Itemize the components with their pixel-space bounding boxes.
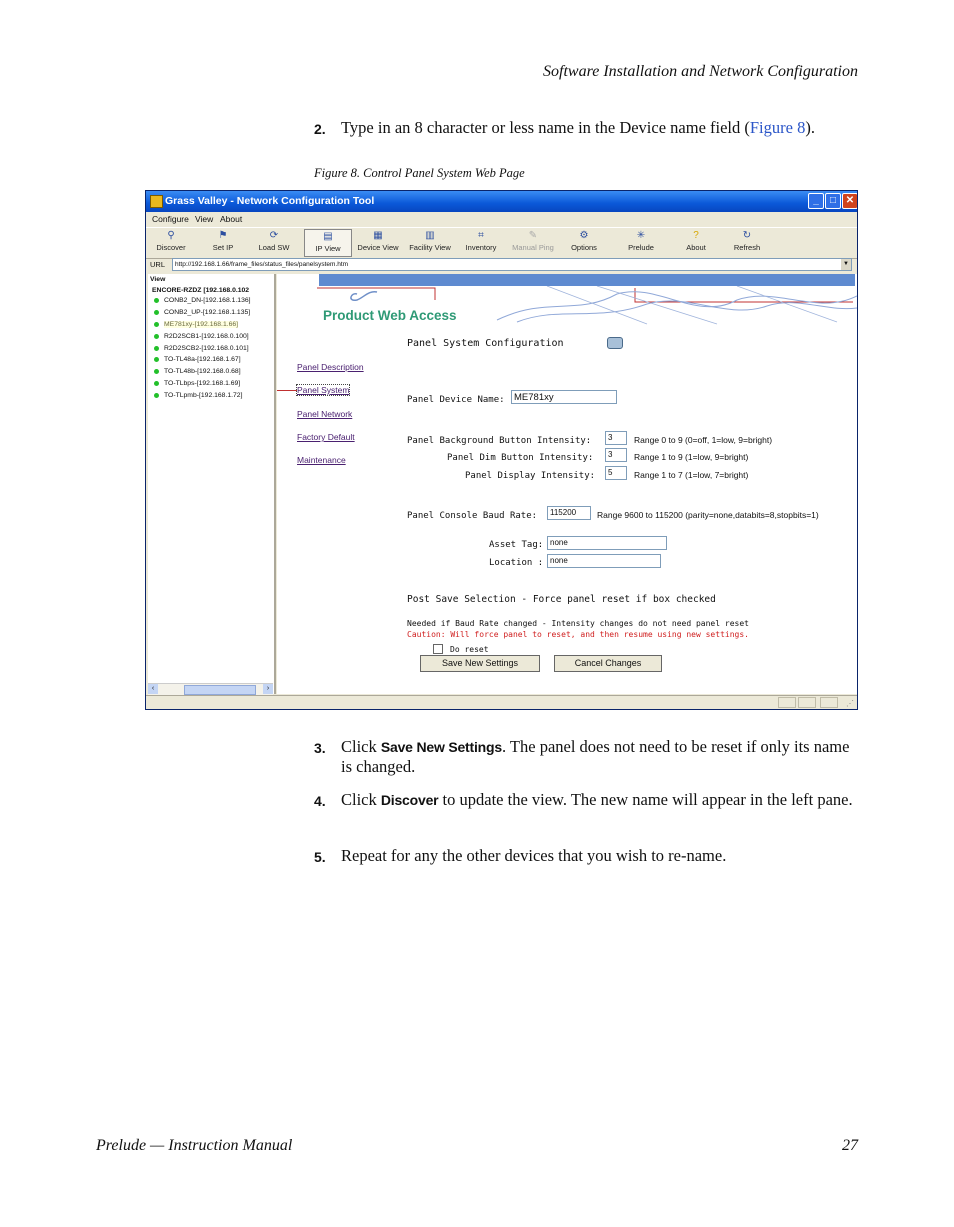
status-cell: [798, 697, 816, 708]
nav-marker: [277, 390, 297, 391]
do-reset-label: Do reset: [450, 645, 489, 654]
menu-view[interactable]: View: [195, 214, 214, 224]
toolbar-label: Prelude: [628, 243, 654, 252]
tree-scrollbar[interactable]: [148, 683, 273, 695]
tree-node[interactable]: [154, 297, 251, 304]
brand-title: Product Web Access: [323, 308, 457, 323]
tree-node[interactable]: [154, 345, 249, 352]
close-icon[interactable]: ✕: [842, 193, 858, 209]
step-text: Repeat for any the other devices that you wish to re-name.: [341, 846, 727, 865]
facility-view-icon: ▥: [425, 230, 435, 241]
menu-bar: [146, 212, 857, 227]
set-ip-icon: ⚑: [218, 230, 228, 241]
node-label: R2D2SCB1-[192.168.0.100]: [164, 333, 249, 340]
step-number: 5.: [314, 849, 326, 865]
nav-maintenance[interactable]: Maintenance: [297, 455, 346, 465]
device-view-button[interactable]: [354, 229, 402, 257]
tree-node-selected[interactable]: [154, 321, 238, 328]
url-bar: [146, 258, 857, 272]
tree-node[interactable]: [154, 356, 241, 363]
dim-intensity-value: 3: [608, 450, 613, 459]
save-new-settings-button[interactable]: Save New Settings: [420, 655, 540, 672]
url-text: http://192.168.1.66/frame_files/status_files/panelsystem.htm: [175, 261, 349, 268]
location-label: Location :: [489, 558, 544, 568]
step-5: [314, 846, 860, 866]
window-title: Grass Valley - Network Configuration Tool: [165, 195, 375, 207]
ip-view-button[interactable]: [304, 229, 352, 257]
load-sw-button[interactable]: [253, 229, 295, 257]
refresh-button[interactable]: [724, 229, 770, 257]
asset-tag-label: Asset Tag:: [489, 540, 544, 550]
nav-panel-description[interactable]: Panel Description: [297, 362, 364, 372]
resize-grip-icon[interactable]: ⋰: [846, 699, 854, 708]
location-field[interactable]: [547, 554, 661, 568]
url-label: URL: [150, 260, 166, 269]
ping-icon: ✎: [528, 230, 538, 241]
status-dot-icon: [154, 346, 159, 351]
bg-intensity-value: 3: [608, 433, 613, 442]
tree-node[interactable]: [154, 380, 240, 387]
step-text-end: . The panel does not need to be reset if only its name is changed.: [341, 737, 850, 776]
figure-caption: Figure 8. Control Panel System Web Page: [314, 166, 525, 180]
about-icon: ?: [693, 230, 699, 241]
nav-panel-system[interactable]: Panel System: [297, 385, 350, 395]
device-name-value: ME781xy: [514, 392, 554, 403]
needed-note: Needed if Baud Rate changed - Intensity changes do not need panel reset: [407, 619, 749, 628]
header-banner: [319, 274, 855, 286]
device-view-icon: ▦: [373, 230, 383, 241]
status-dot-icon: [154, 310, 159, 315]
figure-link[interactable]: Figure 8: [749, 118, 806, 137]
status-dot-icon: [154, 298, 159, 303]
ui-term: Discover: [380, 792, 439, 808]
app-icon: [150, 195, 163, 208]
step-text: Type in an 8 character or less name in the Device name field (: [341, 118, 750, 137]
toolbar-label: Set IP: [212, 243, 234, 252]
tree-node[interactable]: [154, 368, 241, 375]
display-intensity-field[interactable]: [605, 466, 627, 480]
toolbar-label: Inventory: [465, 243, 497, 252]
bg-intensity-field[interactable]: [605, 431, 627, 445]
web-content: [277, 274, 857, 694]
load-sw-icon: ⟳: [269, 230, 279, 241]
url-field[interactable]: [172, 258, 852, 271]
toolbar-label: Manual Ping: [512, 243, 554, 252]
node-label: TO-TLbps-[192.168.1.69]: [164, 380, 241, 387]
device-name-field[interactable]: [511, 390, 617, 404]
running-head: Software Installation and Network Configuration: [543, 63, 858, 80]
discover-button[interactable]: [150, 229, 192, 257]
prelude-button[interactable]: [617, 229, 665, 257]
do-reset-checkbox[interactable]: [433, 644, 443, 654]
node-label: TO-TL48a-[192.168.1.67]: [164, 356, 241, 363]
step-number: 4.: [314, 793, 326, 809]
title-bar: [146, 191, 857, 212]
node-label: TO-TLpmb-[192.168.1.72]: [164, 392, 243, 399]
refresh-icon[interactable]: [607, 337, 623, 349]
toolbar-label: Device View: [357, 243, 399, 252]
tree-node[interactable]: [154, 392, 242, 399]
dim-range-text: Range 1 to 9 (1=low, 9=bright): [634, 452, 749, 462]
device-name-label: Panel Device Name:: [407, 395, 505, 405]
tree-node[interactable]: [154, 309, 250, 316]
toolbar: [146, 227, 857, 259]
baud-range-text: Range 9600 to 115200 (parity=none,databits=8,stopbits=1): [597, 510, 819, 520]
toolbar-label: Discover: [156, 243, 186, 252]
options-icon: ⚙: [579, 230, 589, 241]
toolbar-label: IP View: [315, 244, 341, 253]
scroll-left-icon[interactable]: ‹: [148, 684, 158, 694]
status-dot-icon: [154, 357, 159, 362]
options-button[interactable]: [562, 229, 606, 257]
dim-intensity-field[interactable]: [605, 448, 627, 462]
tree-root[interactable]: ENCORE-RZDZ [192.168.0.102: [152, 287, 250, 294]
tree-header: View: [150, 276, 166, 283]
bg-intensity-label: Panel Background Button Intensity:: [407, 436, 592, 446]
app-window: [145, 190, 858, 710]
menu-configure[interactable]: Configure: [152, 214, 189, 224]
post-save-heading: Post Save Selection - Force panel reset if box checked: [407, 594, 716, 605]
refresh-icon: ↻: [742, 230, 752, 241]
prelude-icon: ✳: [636, 230, 646, 241]
manual-ping-button[interactable]: [508, 229, 558, 257]
step-number: 3.: [314, 740, 326, 756]
toolbar-label: Facility View: [409, 243, 451, 252]
step-4: [314, 790, 860, 810]
status-dot-icon: [154, 334, 159, 339]
node-label: R2D2SCB2-[192.168.0.101]: [164, 345, 249, 352]
scroll-right-icon[interactable]: ›: [263, 684, 273, 694]
cancel-changes-button[interactable]: Cancel Changes: [554, 655, 662, 672]
inventory-button[interactable]: [458, 229, 504, 257]
asset-tag-value: none: [550, 538, 568, 547]
baud-rate-field[interactable]: [547, 506, 591, 520]
section-heading: Panel System Configuration: [407, 338, 564, 349]
menu-about[interactable]: About: [220, 214, 243, 224]
node-label: ME781xy-[192.168.1.66]: [164, 321, 239, 328]
toolbar-label: Refresh: [733, 243, 761, 252]
scroll-thumb[interactable]: [184, 685, 256, 695]
toolbar-label: About: [686, 243, 706, 252]
page-number: 27: [842, 1137, 858, 1154]
set-ip-button[interactable]: [202, 229, 244, 257]
node-label: TO-TL48b-[192.168.0.68]: [164, 368, 241, 375]
step-text-end: to update the view. The new name will appear in the left pane.: [438, 790, 853, 809]
location-value: none: [550, 556, 568, 565]
status-dot-icon: [154, 393, 159, 398]
magnifier-icon: ⚲: [167, 230, 175, 241]
baud-rate-value: 115200: [550, 508, 577, 517]
footer-title: Prelude — Instruction Manual: [96, 1137, 293, 1154]
toolbar-label: Load SW: [258, 243, 290, 252]
step-number: 2.: [314, 121, 326, 137]
asset-tag-field[interactable]: [547, 536, 667, 550]
status-dot-icon: [154, 369, 159, 374]
node-label: CONB2_UP-[192.168.1.135]: [164, 309, 251, 316]
bg-range-text: Range 0 to 9 (0=off, 1=low, 9=bright): [634, 435, 773, 445]
nav-factory-default[interactable]: Factory Default: [297, 432, 355, 442]
display-range-text: Range 1 to 7 (1=low, 7=bright): [634, 470, 749, 480]
step-text: Click: [341, 790, 381, 809]
step-2: [314, 118, 860, 138]
display-intensity-value: 5: [608, 468, 613, 477]
dropdown-arrow-icon[interactable]: ▼: [841, 259, 851, 270]
nav-panel-network[interactable]: Panel Network: [297, 409, 353, 419]
status-bar: [146, 695, 857, 710]
status-dot-icon: [154, 381, 159, 386]
minimize-icon[interactable]: _: [808, 193, 824, 209]
ui-term: Save New Settings: [380, 739, 502, 755]
facility-view-button[interactable]: [406, 229, 454, 257]
inventory-icon: ⌗: [478, 230, 484, 241]
node-label: CONB2_DN-[192.168.1.136]: [164, 297, 251, 304]
baud-rate-label: Panel Console Baud Rate:: [407, 511, 538, 521]
display-intensity-label: Panel Display Intensity:: [465, 471, 596, 481]
tree-node[interactable]: [154, 333, 249, 340]
step-text-end: ).: [805, 118, 815, 137]
ip-view-icon: ▤: [323, 231, 333, 242]
about-button[interactable]: [674, 229, 718, 257]
step-3: [314, 737, 860, 777]
status-dot-icon: [154, 322, 159, 327]
status-cell: [820, 697, 838, 708]
status-cell: [778, 697, 796, 708]
step-text: Click: [341, 737, 381, 756]
maximize-icon[interactable]: □: [825, 193, 841, 209]
device-tree: [148, 274, 276, 694]
toolbar-label: Options: [571, 243, 597, 252]
dim-intensity-label: Panel Dim Button Intensity:: [447, 453, 594, 463]
caution-note: Caution: Will force panel to reset, and then resume using new settings.: [407, 630, 749, 639]
